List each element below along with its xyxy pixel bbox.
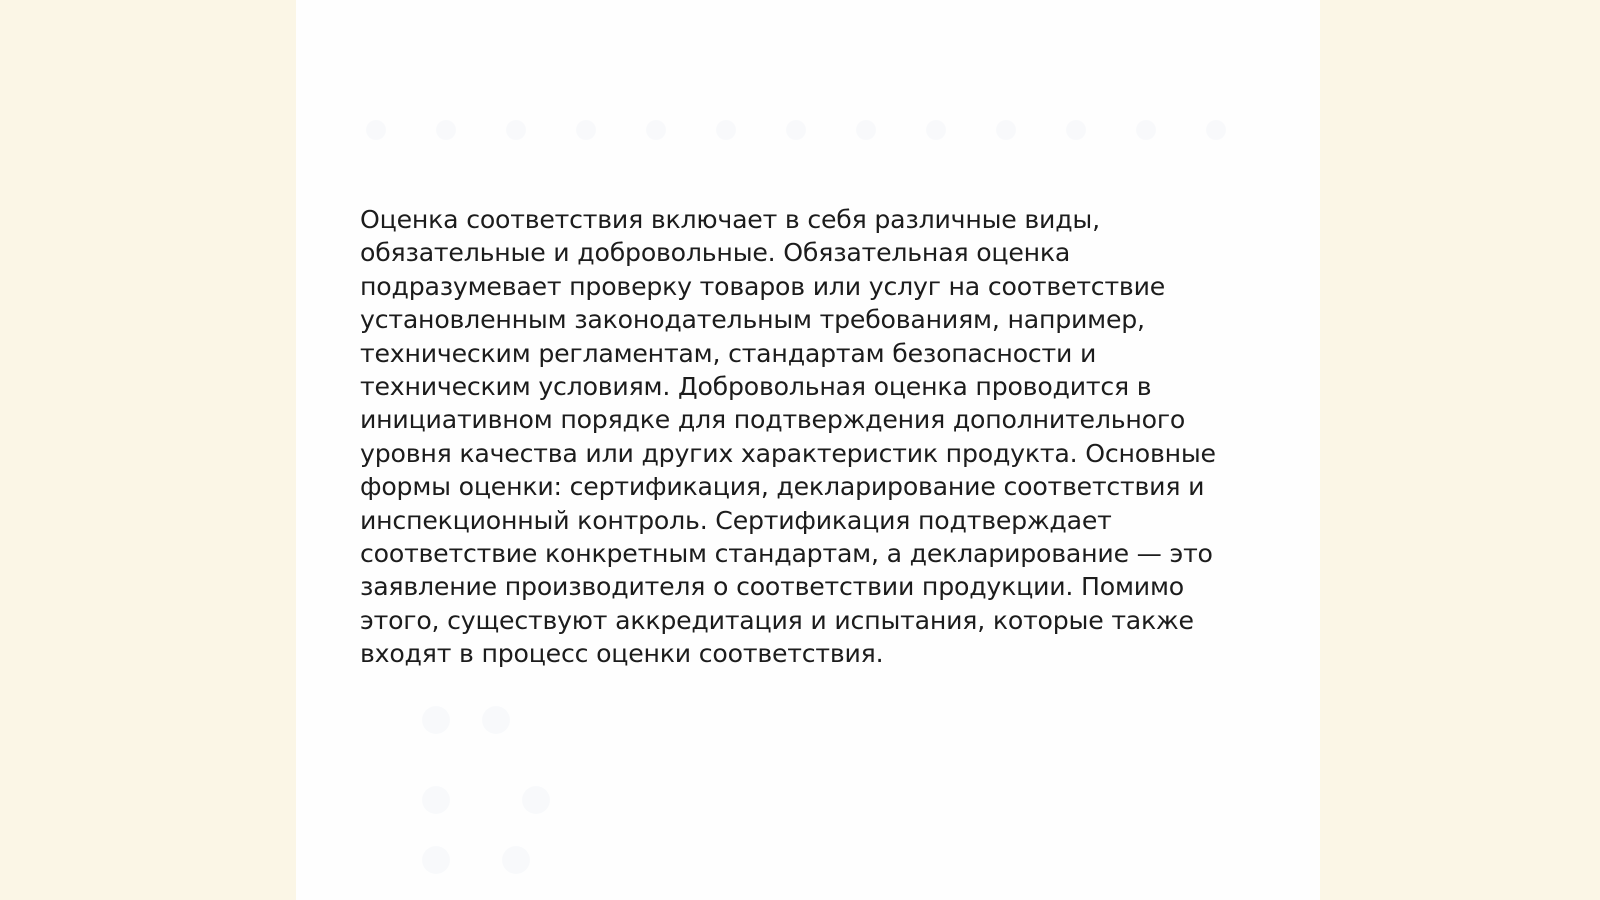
text-line: установленным законодательным требованиям, например, xyxy=(360,305,1145,335)
text-line: соответствие конкретным стандартам, а декларирование — это xyxy=(360,539,1213,569)
text-line: уровня качества или других характеристик продукта. Основные xyxy=(360,438,1216,468)
slide-body-text xyxy=(360,203,1260,671)
text-line: инспекционный контроль. Сертификация подтверждает xyxy=(360,505,1112,535)
text-line: техническим условиям. Добровольная оценка проводится в xyxy=(360,372,1152,402)
text-line: подразумевает проверку товаров или услуг на соответствие xyxy=(360,271,1166,301)
left-margin xyxy=(0,0,296,900)
slide xyxy=(296,0,1320,900)
text-line: заявление производителя о соответствии продукции. Помимо xyxy=(360,572,1184,602)
text-line: Оценка соответствия включает в себя различные виды, xyxy=(360,205,1100,234)
text-line: обязательные и добровольные. Обязательная оценка xyxy=(360,238,1071,268)
text-line: входят в процесс оценки соответствия. xyxy=(360,639,884,669)
text-line: формы оценки: сертификация, декларирование соответствия и xyxy=(360,472,1205,502)
text-line: инициативном порядке для подтверждения дополнительного xyxy=(360,405,1186,435)
right-margin xyxy=(1320,0,1600,900)
text-line: техническим регламентам, стандартам безопасности и xyxy=(360,338,1097,368)
text-line: этого, существуют аккредитация и испытания, которые также xyxy=(360,605,1194,635)
